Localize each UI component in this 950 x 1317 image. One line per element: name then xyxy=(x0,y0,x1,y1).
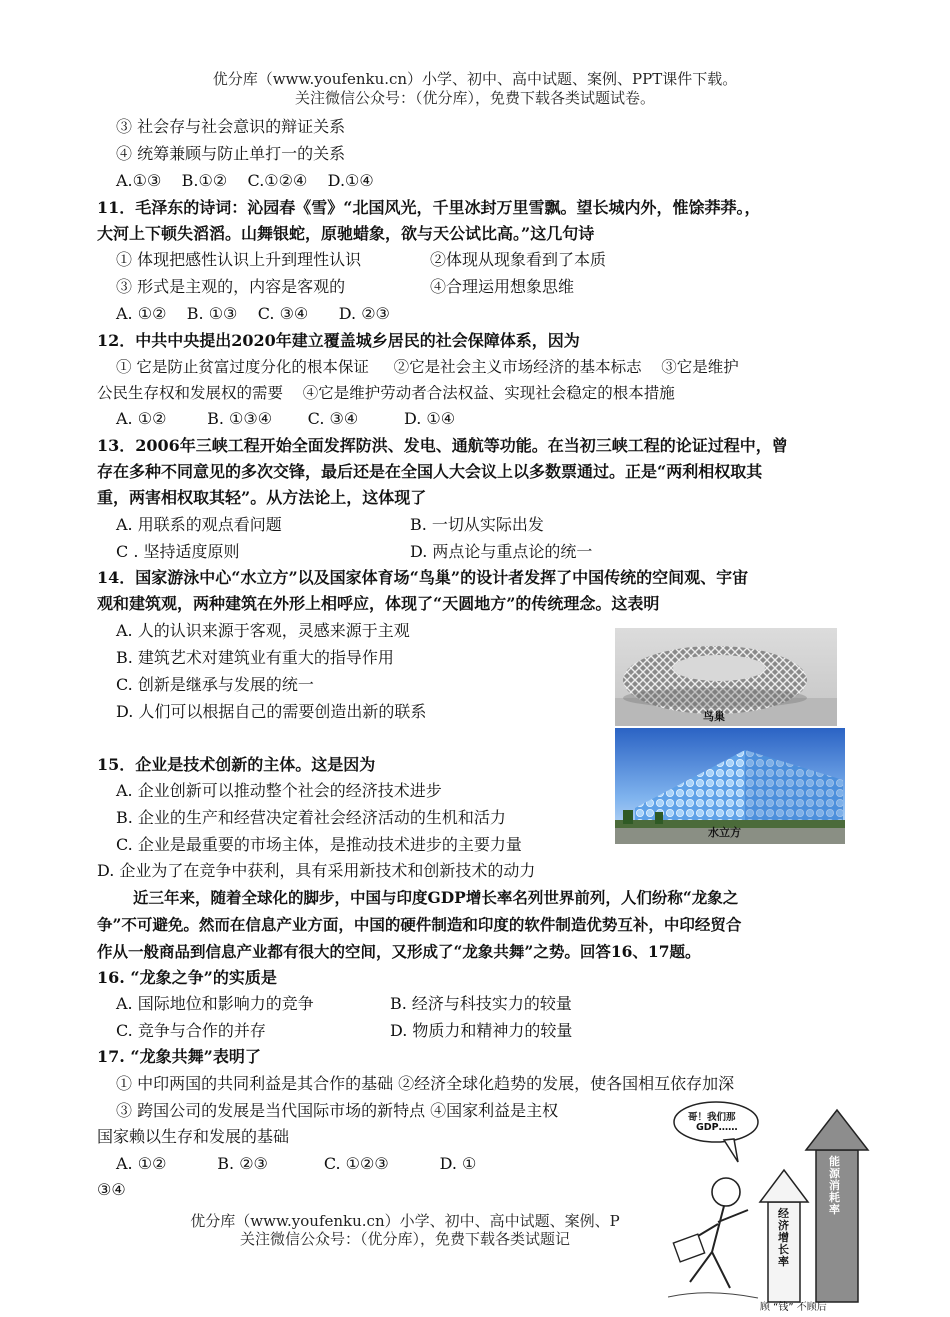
q13-option-c: C . 坚持适度原则 xyxy=(116,542,240,561)
q16-option-d: D. 物质力和精神力的较量 xyxy=(390,1021,573,1040)
q12-options-line2: 公民生存权和发展权的需要 ④它是维护劳动者合法权益、实现社会稳定的根本措施 xyxy=(97,384,675,402)
q15-option-d: D. 企业为了在竞争中获利，具有采用新技术和创新技术的动力 xyxy=(97,861,536,880)
q10-option-4: ④ 统筹兼顾与防止单打一的关系 xyxy=(116,144,346,163)
q17-answers: A. ①② B. ②③ C. ①②③ D. ① xyxy=(116,1154,477,1173)
q12-options-line1: ① 它是防止贫富过度分化的根本保证 ②它是社会主义市场经济的基本标志 ③它是维护 xyxy=(116,358,739,376)
cartoon-tall-bar-label: 能源消耗率 xyxy=(829,1155,840,1216)
gdp-cartoon xyxy=(668,1092,878,1312)
birds-nest-photo xyxy=(615,628,837,726)
birds-nest-drawing xyxy=(615,628,837,726)
cartoon-short-bar-label: 经济增长率 xyxy=(778,1207,789,1268)
q14-stem-line1: 14．国家游泳中心“水立方”以及国家体育场“鸟巢”的设计者发挥了中国传统的空间观、宇宙 xyxy=(97,568,749,587)
passage-line1: 近三年来，随着全球化的脚步，中国与印度GDP增长率名列世界前列，人们纷称“龙象之 xyxy=(133,888,739,907)
q13-option-d: D. 两点论与重点论的统一 xyxy=(410,542,593,561)
q11-stem-line2: 大河上下顿失滔滔。山舞银蛇，原驰蜡象，欲与天公试比高。”这几句诗 xyxy=(97,224,595,243)
q17-options-line1: ① 中印两国的共同利益是其合作的基础 ②经济全球化趋势的发展，使各国相互依存加深 xyxy=(116,1074,735,1093)
page-header-line1: 优分库（www.youfenku.cn）小学、初中、高中试题、案例、PPT课件下载。 xyxy=(212,70,738,88)
water-cube-caption: 水立方 xyxy=(708,826,741,839)
q11-option-2: ②体现从现象看到了本质 xyxy=(430,250,607,269)
q12-answers: A. ①② B. ①③④ C. ③④ D. ①④ xyxy=(116,409,456,428)
q16-option-a: A. 国际地位和影响力的竞争 xyxy=(116,994,314,1013)
q11-option-4: ④合理运用想象思维 xyxy=(430,277,575,296)
q11-answers: A. ①② B. ①③ C. ③④ D. ②③ xyxy=(116,304,390,323)
q13-stem-line2: 存在多种不同意见的多次交锋，最后还是在全国人大会议上以多数票通过。正是“两利相权取其 xyxy=(97,462,763,481)
q13-stem-line3: 重，两害相权取其轻”。从方法论上，这体现了 xyxy=(97,488,427,507)
q15-option-c: C. 企业是最重要的市场主体，是推动技术进步的主要力量 xyxy=(116,835,522,854)
birds-nest-caption: 鸟巢 xyxy=(703,710,725,723)
page-footer-line2: 关注微信公众号：（优分库），免费下载各类试题记 xyxy=(239,1230,570,1248)
q17-options-line3: 国家赖以生存和发展的基础 xyxy=(97,1127,290,1146)
q17-answers-wrap: ③④ xyxy=(97,1180,126,1199)
q16-stem: 16. “龙象之争”的实质是 xyxy=(97,968,277,987)
q15-stem: 15．企业是技术创新的主体。这是因为 xyxy=(97,755,376,774)
page-footer-line1: 优分库（www.youfenku.cn）小学、初中、高中试题、案例、P xyxy=(190,1212,620,1230)
q14-stem-line2: 观和建筑观，两种建筑在外形上相呼应，体现了“天圆地方”的传统理念。这表明 xyxy=(97,594,660,613)
cartoon-speech-line1: 哥！我们那 xyxy=(688,1112,736,1123)
q13-option-a: A. 用联系的观点看问题 xyxy=(116,515,282,534)
q11-option-3: ③ 形式是主观的，内容是客观的 xyxy=(116,277,346,296)
q16-option-b: B. 经济与科技实力的较量 xyxy=(390,994,572,1013)
q15-option-b: B. 企业的生产和经营决定着社会经济活动的生机和活力 xyxy=(116,808,506,827)
passage-line2: 争”不可避免。然而在信息产业方面，中国的硬件制造和印度的软件制造优势互补，中印经贸合 xyxy=(97,915,742,934)
page-header-line2: 关注微信公众号：（优分库），免费下载各类试题试卷。 xyxy=(294,89,655,107)
q13-option-b: B. 一切从实际出发 xyxy=(410,515,544,534)
q17-stem: 17. “龙象共舞”表明了 xyxy=(97,1047,261,1066)
q12-stem: 12．中共中央提出2020年建立覆盖城乡居民的社会保障体系，因为 xyxy=(97,331,580,350)
q14-option-d: D. 人们可以根据自己的需要创造出新的联系 xyxy=(116,702,427,721)
q14-option-a: A. 人的认识来源于客观，灵感来源于主观 xyxy=(116,621,410,640)
q11-option-1: ① 体现把感性认识上升到理性认识 xyxy=(116,250,362,269)
q11-stem-line1: 11．毛泽东的诗词：沁园春《雪》“北国风光，千里冰封万里雪飘。望长城内外，惟馀莽莽。， xyxy=(97,198,761,217)
q10-option-3: ③ 社会存与社会意识的辩证关系 xyxy=(116,117,346,136)
q13-stem-line1: 13．2006年三峡工程开始全面发挥防洪、发电、通航等功能。在当初三峡工程的论证过程中，曾 xyxy=(97,436,788,455)
q15-option-a: A. 企业创新可以推动整个社会的经济技术进步 xyxy=(116,781,442,800)
cartoon-speech-line2: GDP…… xyxy=(696,1122,738,1133)
cartoon-caption: 顾 “钱” 不顾后 xyxy=(760,1302,827,1312)
q16-option-c: C. 竞争与合作的并存 xyxy=(116,1021,266,1040)
q14-option-b: B. 建筑艺术对建筑业有重大的指导作用 xyxy=(116,648,394,667)
q10-answers: A.①③ B.①② C.①②④ D.①④ xyxy=(116,171,374,190)
passage-line3: 作从一般商品到信息产业都有很大的空间，又形成了“龙象共舞”之势。回答16、17题。 xyxy=(97,942,701,961)
q14-option-c: C. 创新是继承与发展的统一 xyxy=(116,675,314,694)
q17-options-line2: ③ 跨国公司的发展是当代国际市场的新特点 ④国家利益是主权 xyxy=(116,1101,559,1120)
